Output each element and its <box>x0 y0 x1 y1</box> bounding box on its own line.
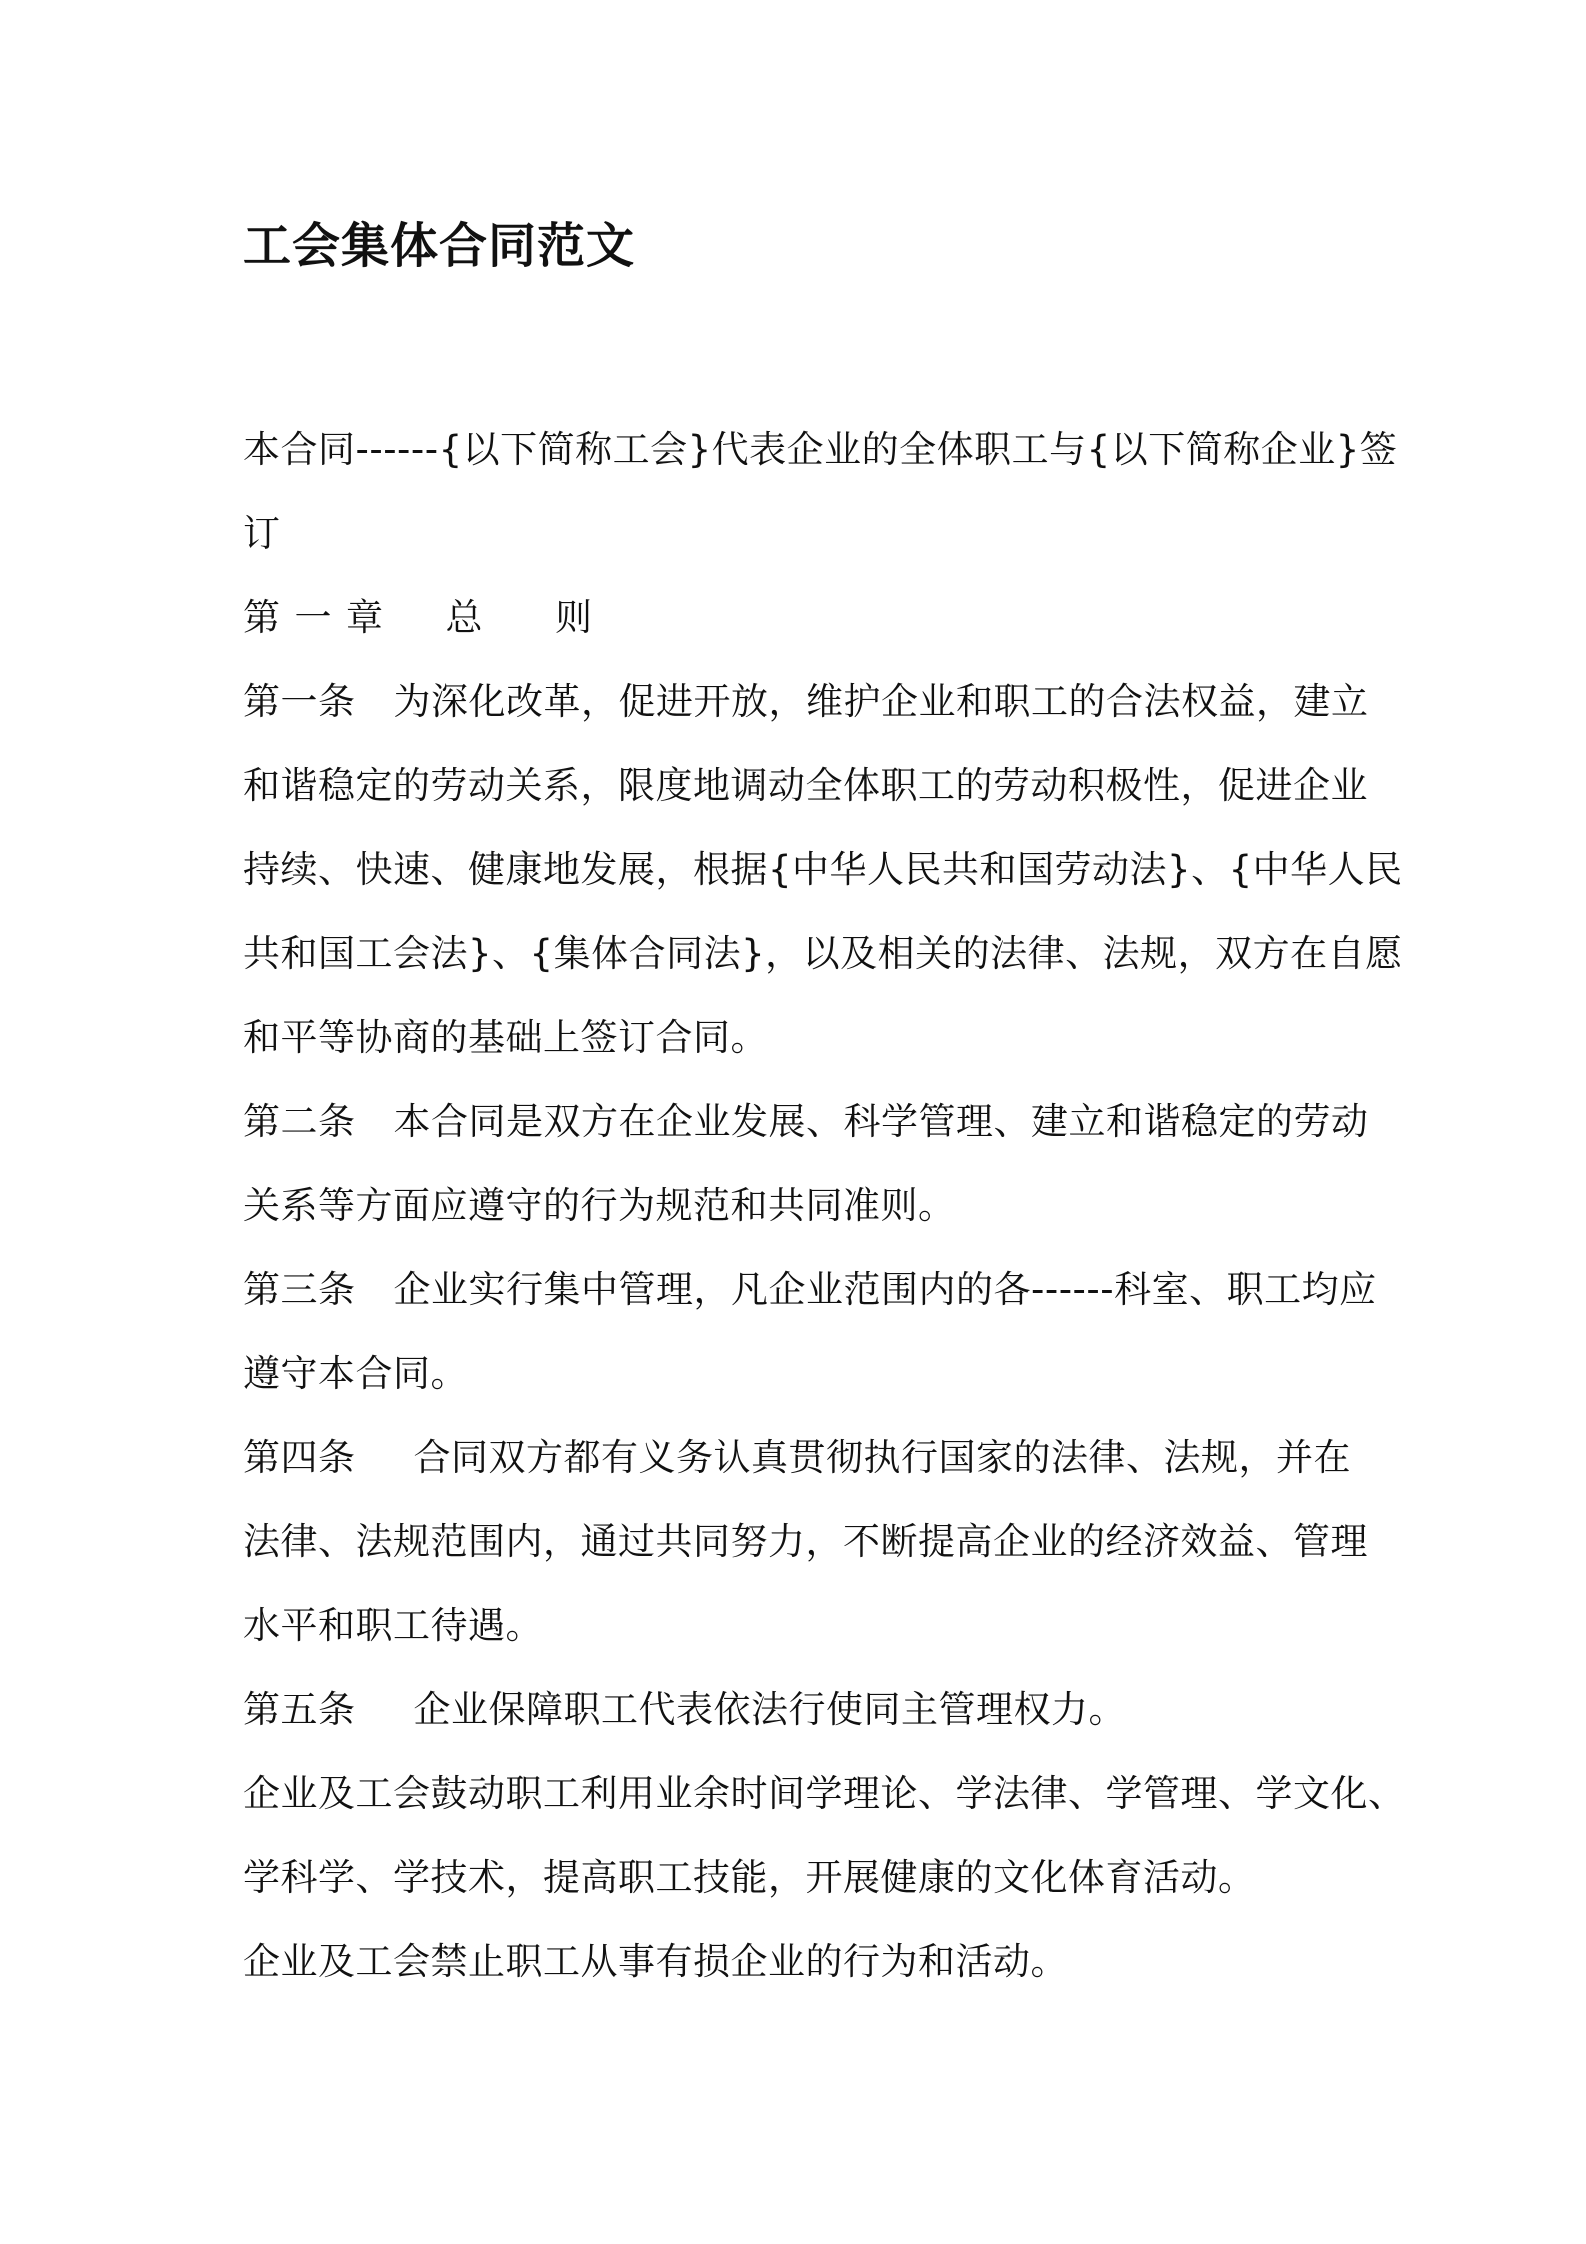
article-2-line-2: 关系等方面应遵守的行为规范和共同准则。 <box>243 1184 956 1227</box>
article-text: 企业保障职工代表依法行使同主管理权力。 <box>413 1688 1126 1731</box>
document-body <box>243 408 1406 2004</box>
preamble-line-2: 订 <box>243 512 281 555</box>
paragraph-2-line-1: 企业及工会禁止职工从事有损企业的行为和活动。 <box>243 1940 1068 1983</box>
document-title: 工会集体合同范文 <box>243 218 636 274</box>
paragraph-1-line-2: 学科学、学技术，提高职工技能，开展健康的文化体育活动。 <box>243 1856 1256 1899</box>
article-4-line-1 <box>243 1416 1353 1500</box>
article-4-line-3: 水平和职工待遇。 <box>243 1604 543 1647</box>
article-label: 第四条 <box>243 1436 356 1479</box>
chapter-char: 总 <box>445 596 483 639</box>
article-1-line-1 <box>243 660 1369 744</box>
chapter-heading <box>243 576 1353 660</box>
article-label: 第一条 <box>243 680 356 723</box>
article-1-line-5: 和平等协商的基础上签订合同。 <box>243 1016 768 1059</box>
chapter-char: 一 <box>294 596 332 639</box>
article-text: 合同双方都有义务认真贯彻执行国家的法律、法规，并在 <box>413 1436 1351 1479</box>
article-5-line-1 <box>243 1668 1353 1752</box>
article-label: 第三条 <box>243 1268 356 1311</box>
article-text: 本合同是双方在企业发展、科学管理、建立和谐稳定的劳动 <box>393 1100 1369 1143</box>
article-1-line-3: 持续、快速、健康地发展，根据{中华人民共和国劳动法}、{中华人民 <box>243 848 1403 891</box>
article-label: 第二条 <box>243 1100 356 1143</box>
chapter-char: 第 <box>243 596 281 639</box>
article-text: 企业实行集中管理，凡企业范围内的各------科室、职工均应 <box>393 1268 1377 1311</box>
article-text: 为深化改革，促进开放，维护企业和职工的合法权益，建立 <box>393 680 1369 723</box>
article-1-line-4: 共和国工会法}、{集体合同法}，以及相关的法律、法规，双方在自愿 <box>243 932 1403 975</box>
chapter-char: 则 <box>555 596 593 639</box>
paragraph-1-line-1: 企业及工会鼓动职工利用业余时间学理论、学法律、学管理、学文化、 <box>243 1772 1406 1815</box>
article-4-line-2: 法律、法规范围内，通过共同努力，不断提高企业的经济效益、管理 <box>243 1520 1368 1563</box>
preamble-line-1: 本合同------{以下简称工会}代表企业的全体职工与{以下简称企业}签 <box>243 428 1398 471</box>
chapter-char: 章 <box>346 596 384 639</box>
article-1-line-2: 和谐稳定的劳动关系，限度地调动全体职工的劳动积极性，促进企业 <box>243 764 1368 807</box>
article-3-line-2: 遵守本合同。 <box>243 1352 468 1395</box>
article-label: 第五条 <box>243 1688 356 1731</box>
article-2-line-1 <box>243 1080 1369 1164</box>
article-3-line-1 <box>243 1248 1377 1332</box>
